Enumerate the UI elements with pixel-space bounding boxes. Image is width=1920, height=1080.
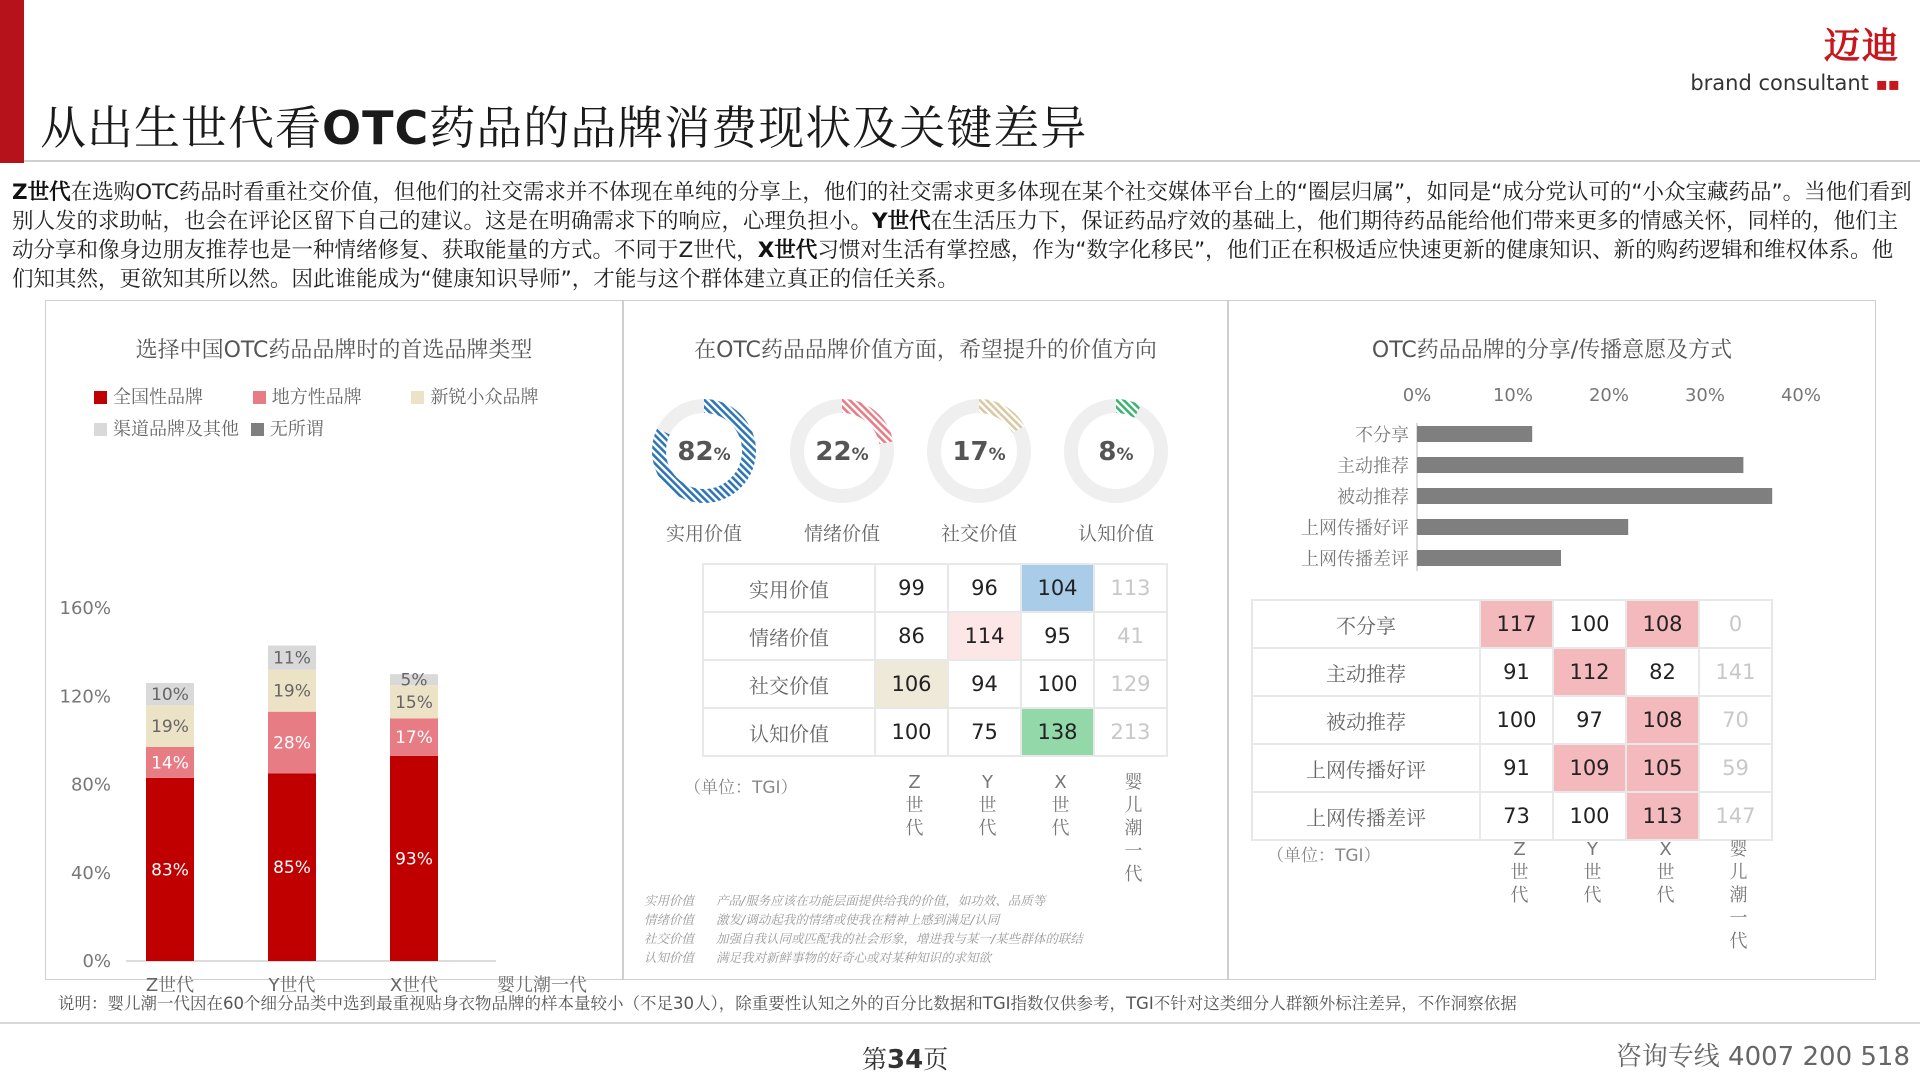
table-row bbox=[703, 708, 1167, 756]
column-head: Y世代 bbox=[1583, 839, 1602, 906]
y-tick-label: 160% bbox=[59, 598, 111, 619]
y-tick-label: 120% bbox=[59, 686, 111, 708]
column-head: 婴儿潮一代 bbox=[1124, 772, 1143, 885]
data-label: 10% bbox=[151, 685, 189, 706]
table-cell: 117 bbox=[1480, 600, 1553, 648]
donut-item bbox=[782, 391, 902, 546]
table-cell: 213 bbox=[1094, 708, 1167, 756]
table-cell: 82 bbox=[1626, 648, 1699, 696]
y-tick-label: 0% bbox=[82, 951, 111, 972]
table-cell: 114 bbox=[948, 612, 1021, 660]
y-tick-label: 上网传播差评 bbox=[1301, 549, 1409, 570]
x-tick-label: 婴儿潮一代 bbox=[497, 975, 587, 996]
bar bbox=[1417, 550, 1561, 566]
footnote: 说明：婴儿潮一代因在60个细分品类中选到最重视贴身衣物品牌的样本量较小（不足30人），除重要性认知之外的百分比数据和TGI指数仅供参考，TGI不针对这类细分人群额外标注差异，不作洞察依据 bbox=[58, 994, 1517, 1013]
row-label: 不分享 bbox=[1252, 600, 1480, 648]
donut-chart bbox=[1056, 391, 1176, 511]
row-label: 情绪价值 bbox=[703, 612, 875, 660]
legend-item: 新锐小众品牌 bbox=[411, 387, 538, 408]
bar bbox=[1417, 519, 1628, 535]
page-title: 从出生世代看OTC药品的品牌消费现状及关键差异 bbox=[40, 101, 1088, 155]
logo-cn-text: 迈迪 bbox=[1823, 26, 1900, 67]
panel-sharing bbox=[1228, 300, 1876, 980]
donut-value: 82% bbox=[677, 437, 731, 467]
donut-chart bbox=[644, 391, 764, 511]
table-cell: 97 bbox=[1553, 696, 1626, 744]
y-tick-label: 被动推荐 bbox=[1337, 487, 1409, 508]
donut-chart bbox=[919, 391, 1039, 511]
column-head: 婴儿潮一代 bbox=[1729, 839, 1748, 952]
table-row bbox=[703, 564, 1167, 612]
x-tick-label: 30% bbox=[1684, 385, 1726, 406]
donut-value: 8% bbox=[1098, 437, 1134, 467]
panel2-title: 在OTC药品品牌价值方面，希望提升的价值方向 bbox=[694, 338, 1157, 363]
donut-item bbox=[919, 391, 1039, 546]
bar bbox=[1417, 488, 1772, 504]
definition-row: 社交价值 加强自我认同或匹配我的社会形象，增进我与某一/某些群体的联结 bbox=[644, 931, 1083, 946]
row-label: 主动推荐 bbox=[1252, 648, 1480, 696]
table-cell: 113 bbox=[1626, 792, 1699, 840]
donut-pct: % bbox=[851, 445, 869, 465]
row-label: 认知价值 bbox=[703, 708, 875, 756]
table-cell: 113 bbox=[1094, 564, 1167, 612]
brand-logo bbox=[1690, 18, 1900, 95]
table-cell: 95 bbox=[1021, 612, 1094, 660]
header-accent-bar bbox=[0, 0, 24, 163]
table-cell: 100 bbox=[1553, 600, 1626, 648]
table-cell: 112 bbox=[1553, 648, 1626, 696]
table-cell: 94 bbox=[948, 660, 1021, 708]
table-cell: 0 bbox=[1699, 600, 1772, 648]
table-row bbox=[703, 612, 1167, 660]
row-label: 上网传播差评 bbox=[1252, 792, 1480, 840]
y-tick-label: 40% bbox=[70, 862, 111, 884]
table-cell: 96 bbox=[948, 564, 1021, 612]
donut-label: 认知价值 bbox=[1077, 523, 1154, 545]
y-tick-label: 不分享 bbox=[1355, 425, 1409, 446]
table-row bbox=[1252, 792, 1772, 840]
definition-row: 实用价值 产品/服务应该在功能层面提供给我的价值，如功效、品质等 bbox=[644, 893, 1046, 908]
donut-label: 社交价值 bbox=[940, 523, 1017, 545]
y-tick-label: 80% bbox=[70, 774, 111, 796]
table-cell: 141 bbox=[1699, 648, 1772, 696]
panel3-title: OTC药品品牌的分享/传播意愿及方式 bbox=[1371, 338, 1733, 363]
table-cell: 105 bbox=[1626, 744, 1699, 792]
table-row bbox=[1252, 648, 1772, 696]
header-divider bbox=[24, 160, 1920, 162]
table-cell: 138 bbox=[1021, 708, 1094, 756]
row-label: 被动推荐 bbox=[1252, 696, 1480, 744]
bar bbox=[1417, 457, 1743, 473]
data-label: 11% bbox=[273, 648, 311, 669]
donut-value: 22% bbox=[815, 437, 869, 467]
value-definitions bbox=[644, 891, 1083, 967]
data-label: 83% bbox=[151, 860, 189, 881]
intro-paragraph: Z世代在选购OTC药品时看重社交价值，但他们的社交需求并不体现在单纯的分享上，他们的社交需求更多体现在某个社交媒体平台上的“圈层归属”，如同是“成分党认可的“小众宝藏药品”。当他们看到别人发的求助帖，也会在评论区留下自己的建议。这是在明确需求下的响应，心理负担小。Y世代在生活压力下，保证药品疗效的基础上，他们期待药品能给他们带来更多的情感关怀，同样的，他们主动分享和像身边朋友推荐也是一种情绪修复、获取能量的方式。不同于Z世代，X世代习惯对生活有掌控感，作为“数字化移民”，他们正在积极适应快速更新的健康知识、新的购药逻辑和维权体系。他们知其然，更欲知其所以然。因此谁能成为“健康知识导师”，才能与这个群体建立真正的信任关系。 bbox=[12, 180, 1912, 292]
data-label: 28% bbox=[273, 733, 311, 754]
table-cell: 147 bbox=[1699, 792, 1772, 840]
panel-value-direction bbox=[623, 300, 1228, 980]
footer-divider bbox=[0, 1022, 1920, 1024]
donut-label: 情绪价值 bbox=[803, 523, 880, 545]
legend-item: 渠道品牌及其他 bbox=[94, 419, 239, 440]
row-label: 实用价值 bbox=[703, 564, 875, 612]
data-label: 85% bbox=[273, 858, 311, 879]
table-row bbox=[1252, 600, 1772, 648]
data-label: 93% bbox=[395, 849, 433, 870]
table-cell: 100 bbox=[1021, 660, 1094, 708]
legend-item: 地方性品牌 bbox=[253, 387, 362, 408]
row-label: 社交价值 bbox=[703, 660, 875, 708]
panel1-title: 选择中国OTC药品品牌时的首选品牌类型 bbox=[135, 338, 533, 363]
tgi-table-sharing bbox=[1251, 599, 1773, 841]
data-label: 5% bbox=[400, 670, 428, 691]
table-cell: 104 bbox=[1021, 564, 1094, 612]
donut-pct: % bbox=[713, 445, 731, 465]
table-cell: 108 bbox=[1626, 696, 1699, 744]
y-tick-label: 上网传播好评 bbox=[1301, 518, 1409, 539]
x-tick-label: 0% bbox=[1402, 385, 1432, 406]
donut-pct: % bbox=[988, 445, 1006, 465]
table-cell: 100 bbox=[1480, 696, 1553, 744]
table-cell: 100 bbox=[875, 708, 948, 756]
donut-item bbox=[644, 391, 764, 546]
bar bbox=[1417, 426, 1532, 442]
data-label: 14% bbox=[151, 753, 189, 774]
unit-label: （单位：TGI） bbox=[684, 778, 798, 798]
table-cell: 129 bbox=[1094, 660, 1167, 708]
table-cell: 109 bbox=[1553, 744, 1626, 792]
data-label: 17% bbox=[395, 728, 433, 749]
data-label: 19% bbox=[151, 717, 189, 738]
x-tick-label: 20% bbox=[1588, 385, 1630, 406]
donut-value: 17% bbox=[952, 437, 1006, 467]
legend-item: 全国性品牌 bbox=[94, 387, 203, 408]
column-head: Y世代 bbox=[978, 772, 997, 839]
data-label: 19% bbox=[273, 681, 311, 702]
tgi-table-value bbox=[702, 563, 1168, 757]
data-label: 15% bbox=[395, 692, 433, 713]
table-cell: 108 bbox=[1626, 600, 1699, 648]
donut-pct: % bbox=[1116, 445, 1134, 465]
table-cell: 91 bbox=[1480, 744, 1553, 792]
horizontal-bar-chart bbox=[1229, 373, 1869, 583]
table-cell: 99 bbox=[875, 564, 948, 612]
stacked-bar-chart bbox=[46, 441, 621, 996]
table-cell: 59 bbox=[1699, 744, 1772, 792]
column-head: X世代 bbox=[1656, 839, 1675, 906]
column-head: Z世代 bbox=[905, 772, 924, 839]
x-tick-label: 10% bbox=[1492, 385, 1534, 406]
x-tick-label: Z世代 bbox=[145, 975, 195, 996]
logo-en-text: brand consultant ▪▪ bbox=[1690, 71, 1900, 95]
table-row bbox=[1252, 696, 1772, 744]
definition-row: 情绪价值 激发/调动起我的情绪或使我在精神上感到满足/认同 bbox=[644, 912, 1000, 927]
legend bbox=[94, 383, 538, 441]
table-cell: 91 bbox=[1480, 648, 1553, 696]
donut-label: 实用价值 bbox=[665, 523, 742, 545]
x-tick-label: 40% bbox=[1780, 385, 1822, 406]
x-tick-label: Y世代 bbox=[268, 975, 316, 996]
donut-chart bbox=[782, 391, 902, 511]
table-row bbox=[703, 660, 1167, 708]
column-head: Z世代 bbox=[1510, 839, 1529, 906]
panel-brand-type bbox=[45, 300, 623, 996]
x-tick-label: X世代 bbox=[389, 975, 439, 996]
row-label: 上网传播好评 bbox=[1252, 744, 1480, 792]
table-row bbox=[1252, 744, 1772, 792]
unit-label: （单位：TGI） bbox=[1267, 846, 1381, 866]
table-cell: 41 bbox=[1094, 612, 1167, 660]
table-cell: 75 bbox=[948, 708, 1021, 756]
table-cell: 106 bbox=[875, 660, 948, 708]
table-cell: 86 bbox=[875, 612, 948, 660]
y-tick-label: 主动推荐 bbox=[1337, 456, 1409, 477]
legend-item: 无所谓 bbox=[251, 419, 324, 440]
table-cell: 70 bbox=[1699, 696, 1772, 744]
hotline: 咨询专线 4007 200 518 bbox=[1615, 1042, 1910, 1072]
donut-item bbox=[1056, 391, 1176, 546]
column-head: X世代 bbox=[1051, 772, 1070, 839]
page-number: 第34页 bbox=[862, 1045, 949, 1075]
definition-row: 认知价值 满足我对新鲜事物的好奇心或对某种知识的求知欲 bbox=[644, 950, 992, 965]
table-cell: 100 bbox=[1553, 792, 1626, 840]
table-cell: 73 bbox=[1480, 792, 1553, 840]
